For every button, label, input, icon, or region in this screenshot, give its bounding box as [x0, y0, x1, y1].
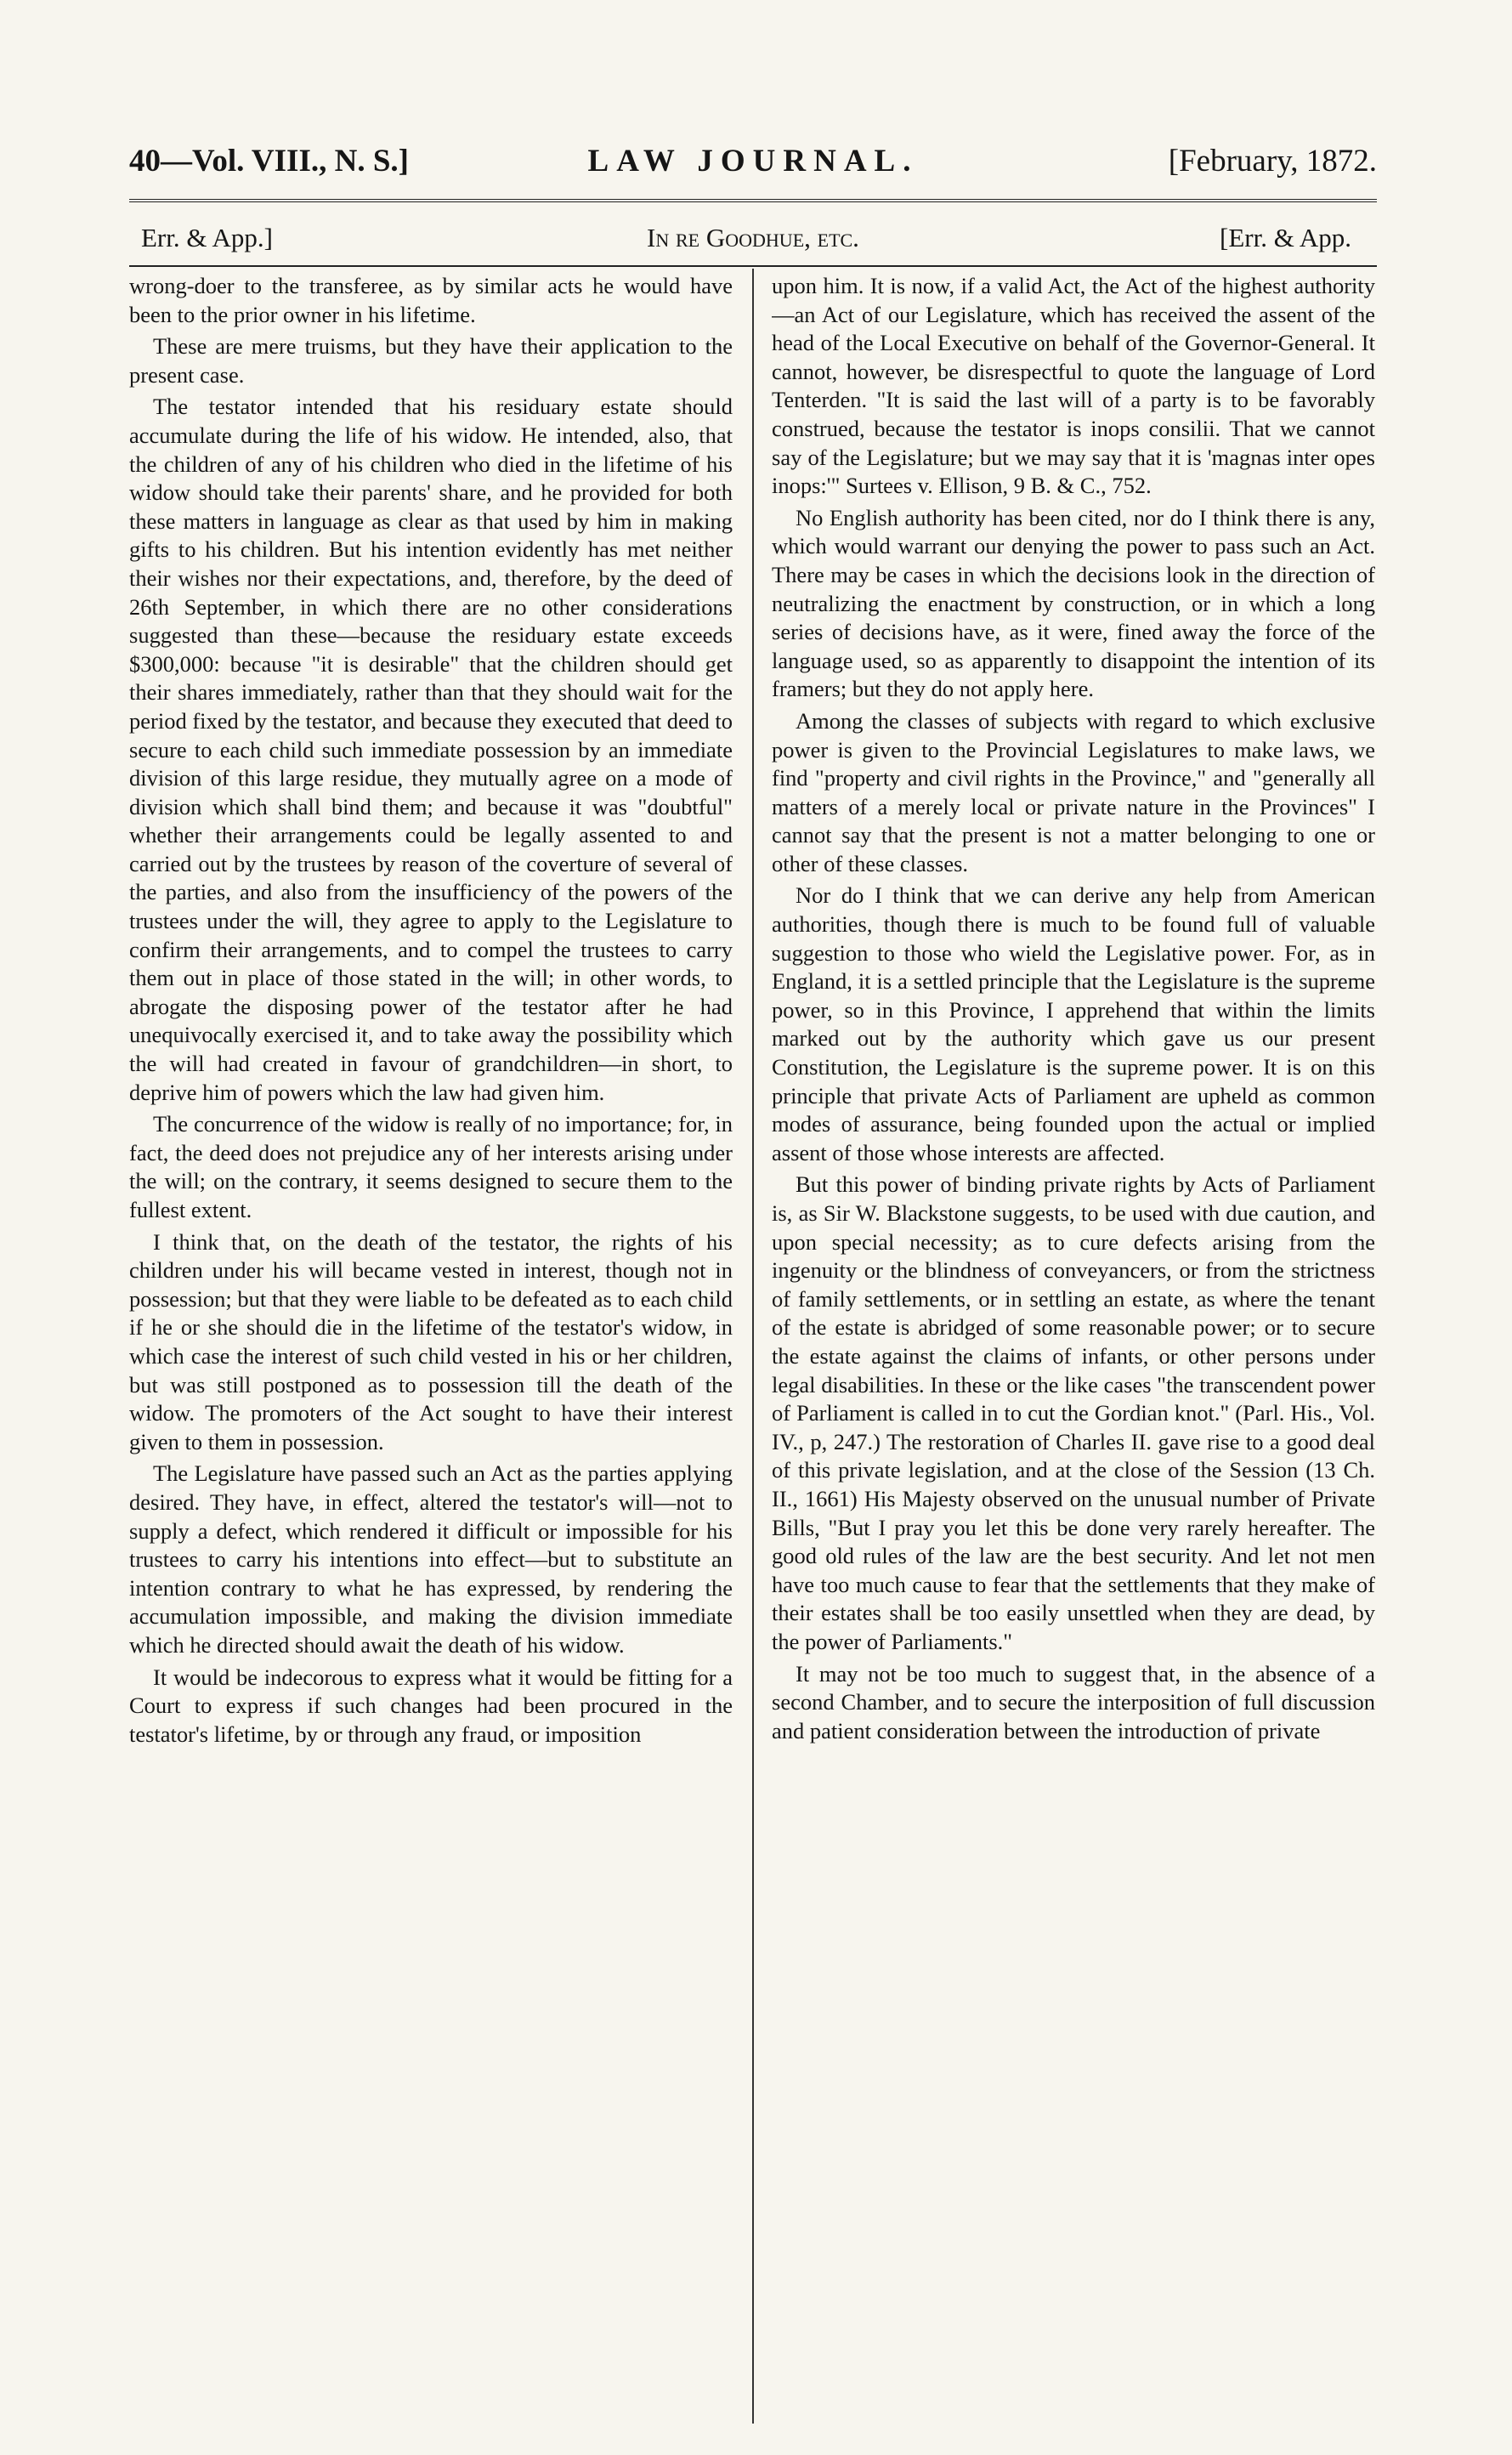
right-column	[772, 272, 1375, 2431]
paragraph: The testator intended that his residuary estate should accumulate during the life of his widow. He intended, also, that the children of any of his children who died in the lifetime of his widow should take their parents' share, and he provided for both these matters in language as clear as that used by him in making gifts to his children. But his intention evidently has met neither their wishes nor their expectations, and, therefore, by the deed of 26th September, in which there are no other considerations suggested than these—because the residuary estate exceeds $300,000: because "it is desirable" that the children should get their shares immediately, rather than that they should wait for the period fixed by the testator, and because they executed that deed to secure to each child such immediate possession by an immediate division of this large residue, they mutually agree on a mode of division which shall bind them; and because it was "doubtful" whether their arrangements could be legally assented to and carried out by the trustees by reason of the coverture of several of the parties, and also from the insufficiency of the powers of the trustees under the will, they agree to apply to the Legislature to confirm their arrangements, and to compel the trustees to carry them out in place of those stated in the will; in other words, to abrogate the disposing power of the testator after he had unequivocally exercised it, and to take away the possibility which the will had created in favour of grandchildren—in short, to deprive him of powers which the law had given him.	[129, 394, 733, 1105]
paragraph: But this power of binding private rights by Acts of Parliament is, as Sir W. Blackstone suggests, to be used with due caution, and upon special necessity; as to cure defects arising from the ingenuity or the blindness of conveyancers, or from the strictness of family settlements, or in settling an estate, as where the tenant of the estate is abridged of some reasonable power; or to secure the estate against the claims of infants, or other persons under legal disabilities. In these or the like cases "the transcendent power of Parliament is called in to cut the Gordian knot." (Parl. His., Vol. IV., p, 247.) The restoration of Charles II. gave rise to a good deal of this private legislation, and at the close of the Session (13 Ch. II., 1661) His Majesty observed on the unusual number of Private Bills, "But I pray you let this be done very rarely hereafter. The good old rules of the law are the best security. And let not men have too much cause to fear that the settlements that they make of their estates shall be too easily unsettled when they are dead, by the power of Parliaments."	[772, 1171, 1375, 1654]
paragraph: The concurrence of the widow is really of no importance; for, in fact, the deed does not prejudice any of her interests arising under the will; on the contrary, it seems designed to secure them to the fullest extent.	[129, 1111, 733, 1222]
paragraph: No English authority has been cited, nor do I think there is any, which would warrant our denying the power to pass such an Act. There may be cases in which the decisions look in the direction of neutralizing the enactment by construction, or in which a long series of decisions have, as it were, fined away the force of the language used, so as apparently to disappoint the intention of its framers; but they do not apply here.	[772, 504, 1375, 702]
paragraph: The Legislature have passed such an Act as the parties applying desired. They have, in effect, altered the testator's will—not to supply a defect, which rendered it difficult or impossible for his trustees to carry his intentions into effect—but to substitute an intention contrary to what he has expressed, by rendering the accumulation impossible, and making the division immediate which he directed should await the death of his widow.	[129, 1460, 733, 1658]
volume-number: 40—Vol. VIII., N. S.]	[129, 144, 409, 179]
header-double-rule	[129, 199, 1377, 202]
left-column	[129, 272, 733, 2431]
paragraph: Nor do I think that we can derive any help from American authorities, though there is much to be found full of valuable suggestion to those who wield the Legislative power. For, as in England, it is a settled principle that the Legislature is the supreme power, so in this Province, I apprehend that within the limits marked out by the authority which gave us our present Constitution, the Legislature is the supreme power. It is on this principle that private Acts of Parliament are upheld as common modes of assurance, being founded upon the actual or implied assent of those whose interests are affected.	[772, 882, 1375, 1165]
running-header	[129, 143, 1377, 194]
case-title: In re Goodhue, etc.	[647, 223, 859, 252]
subheader-rule	[129, 265, 1377, 267]
paragraph: These are mere truisms, but they have their application to the present case.	[129, 333, 733, 388]
paragraph: It would be indecorous to express what it would be fitting for a Court to express if such changes had been procured in the testator's lifetime, by or through any fraud, or imposition	[129, 1664, 733, 1747]
paragraph: wrong-doer to the transferee, as by similar acts he would have been to the prior owner in his lifetime.	[129, 273, 733, 327]
paragraph: Among the classes of subjects with regard to which exclusive power is given to the Provincial Legislatures to make laws, we find "property and civil rights in the Province," and "generally all matters of a merely local or private nature in the Provinces" I cannot say that the present is not a matter belonging to one or other of these classes.	[772, 707, 1375, 876]
paragraph: I think that, on the death of the testator, the rights of his children under his will became vested in interest, though not in possession; but that they were liable to be defeated as to each child if he or she should die in the lifetime of the testator's widow, in which case the interest of such child vested in his or her children, but was still postponed as to possession till the death of the widow. The promoters of the Act sought to have their interest given to them in possession.	[129, 1228, 733, 1454]
journal-title: LAW JOURNAL.	[587, 144, 919, 179]
case-header	[129, 223, 1377, 260]
paragraph: It may not be too much to suggest that, in the absence of a second Chamber, and to secure the interposition of full discussion and patient consideration between the introduction of private	[772, 1660, 1375, 1743]
court-right: [Err. & App.	[1220, 223, 1351, 252]
paragraph: upon him. It is now, if a valid Act, the Act of the highest authority—an Act of our Legislature, which has received the assent of the head of the Local Executive on behalf of the Governor-General. It cannot, however, be disrespectful to quote the language of Lord Tenterden. "It is said the last will of a party is to be favorably construed, because the testator is inops consilii. That we cannot say of the Legislature; but we may say that it is 'magnas inter opes inops:'" Surtees v. Ellison, 9 B. & C., 752.	[772, 273, 1375, 499]
issue-date: [February, 1872.	[1168, 144, 1377, 179]
column-divider	[752, 269, 754, 2424]
court-left: Err. & App.]	[141, 223, 273, 252]
